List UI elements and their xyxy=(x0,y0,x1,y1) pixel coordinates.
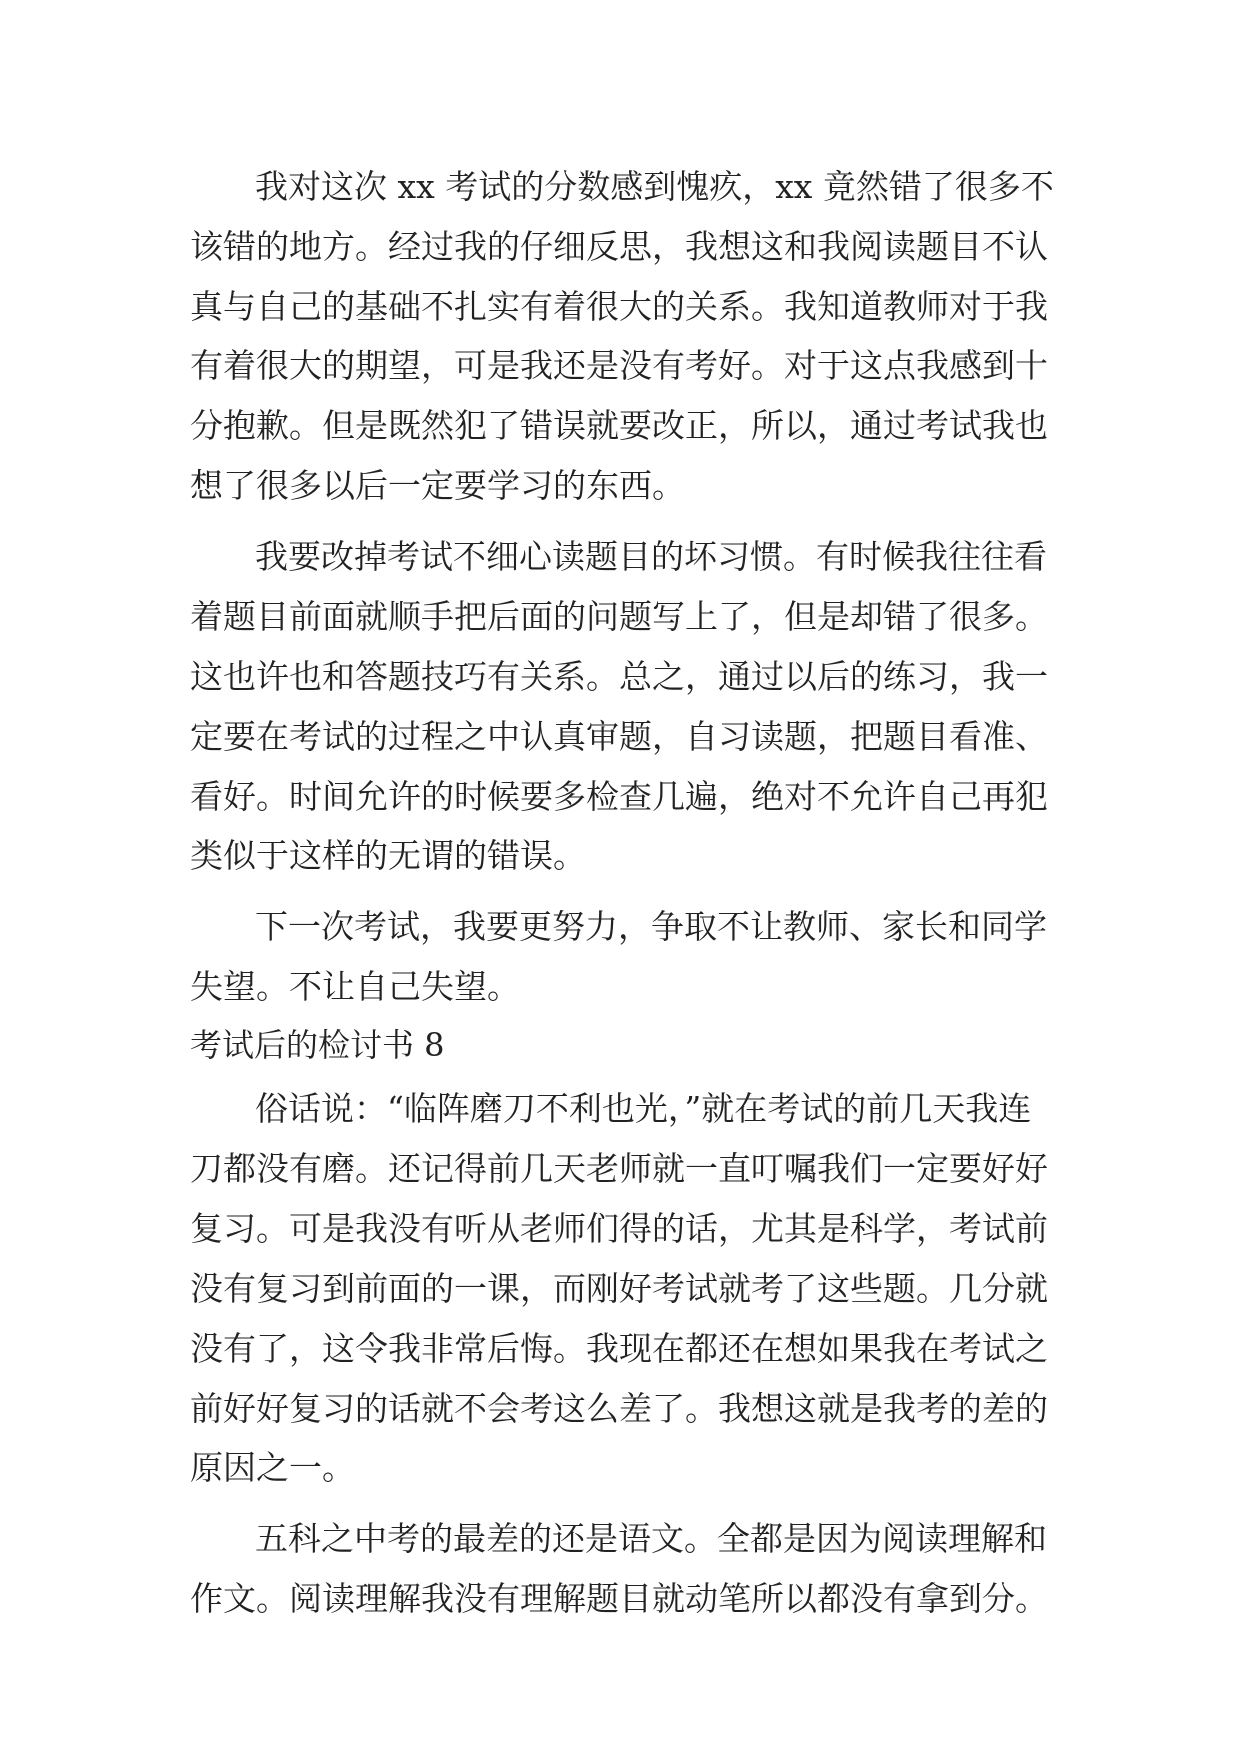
paragraph-4-line-2: 刀都没有磨。还记得前几天老师就一直叮嘱我们一定要好好 xyxy=(190,1149,1048,1188)
paragraph-2-line-6: 类似于这样的无谓的错误。 xyxy=(190,836,586,875)
paragraph-1-line-3: 真与自己的基础不扎实有着很大的关系。我知道教师对于我 xyxy=(190,287,1048,326)
paragraph-4-line-5: 没有了，这令我非常后悔。我现在都还在想如果我在考试之 xyxy=(190,1329,1048,1368)
paragraph-4-line-3: 复习。可是我没有听从老师们得的话，尤其是科学，考试前 xyxy=(190,1209,1048,1248)
paragraph-2-line-4: 定要在考试的过程之中认真审题，自习读题，把题目看准、 xyxy=(190,717,1048,756)
paragraph-1-line-4: 有着很大的期望，可是我还是没有考好。对于这点我感到十 xyxy=(190,346,1048,385)
paragraph-5-line-2: 作文。阅读理解我没有理解题目就动笔所以都没有拿到分。 xyxy=(190,1579,1048,1618)
paragraph-3-line-2: 失望。不让自己失望。 xyxy=(190,967,520,1006)
paragraph-2-line-3: 这也许也和答题技巧有关系。总之，通过以后的练习，我一 xyxy=(190,657,1048,696)
paragraph-5-line-1: 五科之中考的最差的还是语文。全都是因为阅读理解和 xyxy=(255,1519,1047,1558)
paragraph-4-line-7: 原因之一。 xyxy=(190,1448,355,1487)
paragraph-4-line-1: 俗话说：“临阵磨刀不利也光，”就在考试的前几天我连 xyxy=(255,1089,1032,1128)
paragraph-1-line-1: 我对这次 xx 考试的分数感到愧疚，xx 竟然错了很多不 xyxy=(255,167,1054,206)
paragraph-4-line-6: 前好好复习的话就不会考这么差了。我想这就是我考的差的 xyxy=(190,1389,1048,1428)
paragraph-1-line-6: 想了很多以后一定要学习的东西。 xyxy=(190,466,685,505)
paragraph-3-line-1: 下一次考试，我要更努力，争取不让教师、家长和同学 xyxy=(255,907,1047,946)
paragraph-1-line-2: 该错的地方。经过我的仔细反思，我想这和我阅读题目不认 xyxy=(190,227,1048,266)
section-heading: 考试后的检讨书 8 xyxy=(190,1026,445,1064)
paragraph-2-line-1: 我要改掉考试不细心读题目的坏习惯。有时候我往往看 xyxy=(255,537,1047,576)
paragraph-2-line-5: 看好。时间允许的时候要多检查几遍，绝对不允许自己再犯 xyxy=(190,777,1048,816)
paragraph-2-line-2: 着题目前面就顺手把后面的问题写上了，但是却错了很多。 xyxy=(190,597,1048,636)
paragraph-4-line-4: 没有复习到前面的一课，而刚好考试就考了这些题。几分就 xyxy=(190,1269,1048,1308)
paragraph-1-line-5: 分抱歉。但是既然犯了错误就要改正，所以，通过考试我也 xyxy=(190,406,1048,445)
